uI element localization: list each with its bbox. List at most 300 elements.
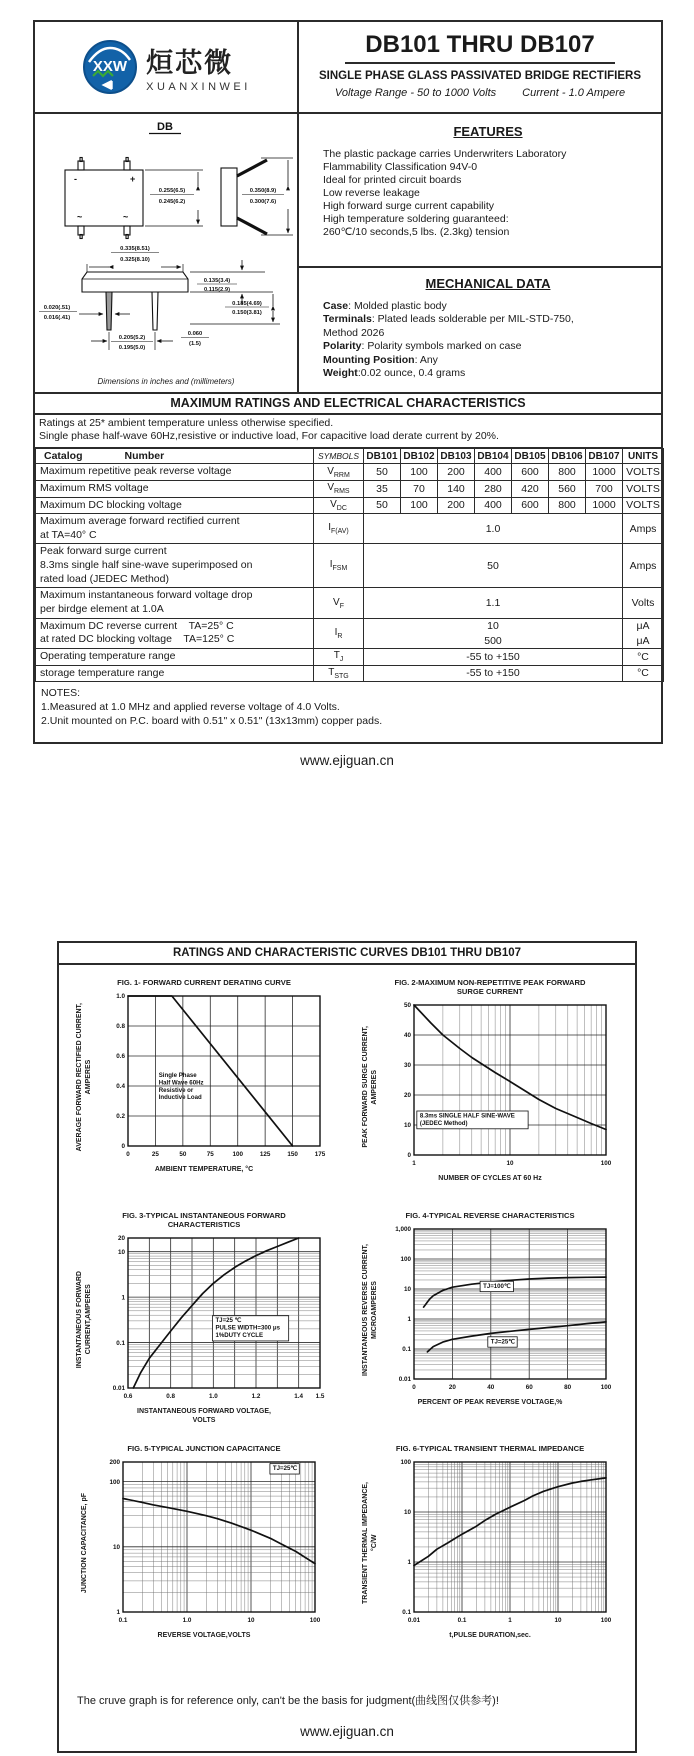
value-cell: 35 <box>364 480 401 497</box>
value-cell: -55 to +150 <box>364 648 623 665</box>
svg-text:20: 20 <box>117 1235 125 1243</box>
svg-text:0.01: 0.01 <box>398 1376 411 1384</box>
symbol-cell: $V_{RMS}$ <box>314 480 364 497</box>
svg-text:0.8: 0.8 <box>115 1023 125 1031</box>
fig2-chart <box>347 969 633 1202</box>
dim-side-height-min: 0.300(7.6) <box>249 199 277 205</box>
svg-text:1: 1 <box>507 1617 512 1625</box>
row-label <box>36 665 314 682</box>
brand-cn: 烜芯微 <box>146 48 234 78</box>
row-label-line: at rated DC blocking voltage TA=125° C <box>40 633 235 646</box>
fig1-ylabel-line: AVERAGE FORWARD RECTIFIED CURRENT, <box>76 1003 84 1152</box>
row-label-line: per birdge element at 1.0A <box>40 603 164 616</box>
mechanical-title: MECHANICAL DATA <box>425 276 551 291</box>
svg-text:10: 10 <box>113 1544 121 1552</box>
doc-title: DB101 THRU DB107 <box>345 31 614 64</box>
dim-lead-length-max: 0.185(4.69) <box>232 301 262 307</box>
symbol-cell: $T_J$ <box>314 648 364 665</box>
value-cell: 1000 <box>586 464 623 481</box>
doc-range <box>299 87 661 99</box>
fig5-body <box>81 1455 328 1631</box>
row-label <box>36 497 314 514</box>
fig3-title-line: FIG. 3-TYPICAL INSTANTANEOUS FORWARD <box>122 1211 286 1221</box>
fig6-canvas <box>380 1455 618 1631</box>
dim-body-height-max: 0.255(6.5) <box>158 188 186 194</box>
ratings-note-1: Ratings at 25* ambient temperature unless otherwise specified. <box>39 417 334 429</box>
symbol-cell: $I_{FSM}$ <box>314 544 364 588</box>
fig4-xlabel-line: PERCENT OF PEAK REVERSE VOLTAGE,% <box>417 1399 563 1407</box>
value-cell: 50 <box>364 544 623 588</box>
mech-item: Polarity: Polarity symbols marked on case <box>323 340 522 353</box>
fig5-xlabel <box>158 1632 251 1640</box>
svg-text:0.6: 0.6 <box>123 1393 133 1401</box>
svg-text:0: 0 <box>407 1152 411 1160</box>
svg-text:8.3ms SINGLE HALF SINE-WAVE: 8.3ms SINGLE HALF SINE-WAVE <box>419 1112 515 1120</box>
fig1-ylabel-line: AMPERES <box>85 1059 92 1095</box>
table-row <box>36 497 664 514</box>
svg-text:1.0: 1.0 <box>182 1617 192 1625</box>
svg-text:10: 10 <box>117 1249 125 1257</box>
symbol-cell: $T_{STG}$ <box>314 665 364 682</box>
dim-offset-in: 0.060 <box>187 331 203 337</box>
svg-text:0.1: 0.1 <box>118 1617 128 1625</box>
fig5-chart <box>61 1435 347 1668</box>
svg-text:1.2: 1.2 <box>251 1393 261 1401</box>
fig1-xlabel <box>155 1166 253 1174</box>
page2-disclaimer: The cruve graph is for reference only, can't be the basis for judgment(曲线图仅供参考)! <box>77 1695 499 1708</box>
fig2-body <box>362 998 618 1174</box>
fig3-ylabel-line: INSTANTANEOUS FORWARD <box>76 1270 84 1368</box>
fig6-title <box>396 1444 584 1453</box>
dim-pitch-max: 0.205(5.2) <box>118 335 146 341</box>
value-cell: 700 <box>586 480 623 497</box>
catalog-label: Catalog <box>44 450 83 463</box>
dim-lead-width-min: 0.016(.41) <box>43 315 71 321</box>
number-label: Number <box>124 450 165 463</box>
svg-text:1%DUTY CYCLE: 1%DUTY CYCLE <box>215 1332 263 1340</box>
svg-text:~: ~ <box>123 212 129 222</box>
ratings-table <box>35 448 664 682</box>
dim-seat-height-min: 0.115(2.9) <box>203 287 231 293</box>
page2-footer-url: www.ejiguan.cn <box>300 1724 394 1740</box>
part-header: DB106 <box>549 449 586 464</box>
svg-text:(JEDEC Method): (JEDEC Method) <box>419 1120 468 1128</box>
svg-text:0.2: 0.2 <box>115 1113 125 1121</box>
mech-item: Case: Molded plastic body <box>323 300 447 312</box>
symbol-cell: $V_{RRM}$ <box>314 464 364 481</box>
header <box>35 22 661 114</box>
value-cell: 420 <box>512 480 549 497</box>
row-label-line: storage temperature range <box>40 666 165 679</box>
svg-text:0.1: 0.1 <box>401 1346 411 1354</box>
dim-body-height-min: 0.245(6.2) <box>158 199 186 205</box>
unit-cell: μA <box>623 633 664 648</box>
value-cell: 1.1 <box>364 588 623 618</box>
features-list <box>323 148 653 239</box>
fig5-xlabel-line: REVERSE VOLTAGE,VOLTS <box>157 1632 251 1640</box>
svg-text:Single Phase: Single Phase <box>158 1072 197 1080</box>
value-cell: 70 <box>401 480 438 497</box>
svg-text:100: 100 <box>400 1256 411 1264</box>
dimensions-caption: Dimensions in inches and (millimeters) <box>97 377 235 386</box>
fig2-title-line: FIG. 2-MAXIMUM NON-REPETITIVE PEAK FORWARD <box>394 978 586 988</box>
row-label <box>36 618 314 648</box>
fig3-canvas <box>94 1231 332 1407</box>
svg-text:10: 10 <box>554 1617 562 1625</box>
svg-text:40: 40 <box>403 1032 411 1040</box>
svg-text:0.01: 0.01 <box>407 1617 420 1625</box>
symbol-cell: $V_{DC}$ <box>314 497 364 514</box>
fig1-title-line: FIG. 1- FORWARD CURRENT DERATING CURVE <box>117 978 291 988</box>
unit-cell: VOLTS <box>623 497 664 514</box>
svg-text:100: 100 <box>109 1479 121 1487</box>
mechanical-list <box>323 300 653 381</box>
svg-text:100: 100 <box>600 1617 612 1625</box>
value-cell: 400 <box>475 464 512 481</box>
feature-item: High forward surge current capability <box>323 200 494 213</box>
unit-cell: Amps <box>623 544 664 588</box>
part-header: DB104 <box>475 449 512 464</box>
fig6-ylabel <box>362 1482 380 1604</box>
dim-body-width-max: 0.335(8.51) <box>120 246 150 252</box>
svg-text:TJ=25℃: TJ=25℃ <box>273 1465 298 1473</box>
dim-lead-length-min2: 0.150(3.81) <box>232 310 262 316</box>
notes-title: NOTES: <box>41 687 81 700</box>
feature-item: 260℃/10 seconds,5 lbs. (2.3kg) tension <box>323 226 510 239</box>
row-label-line: Maximum DC reverse current TA=25° C <box>40 619 234 632</box>
value-cell: 600 <box>512 464 549 481</box>
svg-text:75: 75 <box>206 1151 214 1159</box>
fig4-ylabel <box>362 1244 380 1376</box>
unit-cell: Amps <box>623 514 664 544</box>
svg-text:TJ=100℃: TJ=100℃ <box>482 1283 511 1291</box>
part-header: DB107 <box>586 449 623 464</box>
symbol-cell: $V_F$ <box>314 588 364 618</box>
svg-text:Half Wave 60Hz: Half Wave 60Hz <box>158 1079 204 1087</box>
dim-seat-height-max: 0.135(3.4) <box>203 278 231 284</box>
fig3-ylabel-line: CURRENT,AMPERES <box>85 1284 92 1355</box>
unit-cell: μA <box>623 618 664 633</box>
ratings-notes <box>35 415 661 448</box>
symbols-header: SYMBOLS <box>314 449 364 464</box>
svg-text:80: 80 <box>563 1384 571 1392</box>
row-label-line: 8.3ms single half sine-wave superimposed on <box>40 559 253 572</box>
svg-text:0.1: 0.1 <box>457 1617 467 1625</box>
svg-text:0.1: 0.1 <box>115 1340 125 1348</box>
fig3-series-vf-if <box>133 1238 298 1388</box>
symbol-cell: $I_R$ <box>314 618 364 648</box>
svg-text:1.0: 1.0 <box>115 993 125 1001</box>
value-cell: 280 <box>475 480 512 497</box>
svg-text:Resistive or: Resistive or <box>158 1087 194 1095</box>
fig4-title <box>405 1211 574 1220</box>
fig1-title <box>117 978 291 987</box>
fig6-ylabel-line: °C/W <box>371 1535 378 1552</box>
svg-text:+: + <box>130 174 136 184</box>
symbol-cell: $I_{F(AV)}$ <box>314 514 364 544</box>
row-label <box>36 588 314 618</box>
fig4-title-line: FIG. 4-TYPICAL REVERSE CHARACTERISTICS <box>405 1211 575 1221</box>
fig5-ylabel <box>81 1493 90 1593</box>
svg-text:20: 20 <box>403 1092 411 1100</box>
svg-text:175: 175 <box>314 1151 326 1159</box>
mechanical-section <box>299 268 661 392</box>
package-diagram <box>35 114 299 392</box>
svg-text:150: 150 <box>287 1151 298 1159</box>
feature-item: The plastic package carries Underwriters Laboratory <box>323 148 567 160</box>
svg-text:0: 0 <box>121 1143 125 1151</box>
notes-line-2: 2.Unit mounted on P.C. board with 0.51" x 0.51" (13x13mm) copper pads. <box>41 714 383 727</box>
side-view <box>221 160 267 234</box>
table-row <box>36 544 664 588</box>
charts-grid <box>59 965 635 1668</box>
svg-text:1: 1 <box>121 1294 125 1302</box>
datasheet <box>0 20 694 1756</box>
svg-text:1: 1 <box>407 1559 411 1567</box>
units-header: UNITS <box>623 449 664 464</box>
fig3-title-line: CHARACTERISTICS <box>167 1220 241 1230</box>
value-cell: 140 <box>438 480 475 497</box>
svg-text:0.8: 0.8 <box>166 1393 175 1401</box>
logo-text <box>146 41 251 93</box>
svg-text:0.1: 0.1 <box>401 1609 411 1617</box>
table-row <box>36 648 664 665</box>
value-cell: 200 <box>438 464 475 481</box>
row-label-line: rated load (JEDEC Method) <box>40 572 169 585</box>
value-cell: 500 <box>364 633 623 648</box>
table-row <box>36 665 664 682</box>
table-header-row <box>36 449 664 464</box>
notes-block <box>35 682 661 742</box>
row-label-line: Maximum average forward rectified current <box>40 515 240 528</box>
value-cell: 800 <box>549 464 586 481</box>
datasheet-page-2 <box>57 941 637 1753</box>
svg-text:100: 100 <box>600 1160 612 1168</box>
fig5-title <box>127 1444 280 1453</box>
fig5-ylabel-line: JUNCTION CAPACITANCE, pF <box>80 1493 88 1594</box>
part-header: DB101 <box>364 449 401 464</box>
mech-item: Weight:0.02 ounce, 0.4 grams <box>323 367 466 380</box>
table-row <box>36 588 664 618</box>
row-label-line: Maximum DC blocking voltage <box>40 498 182 511</box>
part-header: DB105 <box>512 449 549 464</box>
fig3-chart <box>61 1202 347 1435</box>
package-drawing-icon <box>35 114 295 366</box>
table-row <box>36 514 664 544</box>
value-cell: 560 <box>549 480 586 497</box>
dim-offset-mm: (1.5) <box>189 341 201 347</box>
page2-title: RATINGS AND CHARACTERISTIC CURVES DB101 THRU DB107 <box>59 943 635 965</box>
fig2-ylabel-line: AMPERES <box>371 1069 378 1104</box>
fig3-xlabel-line: VOLTS <box>192 1416 216 1424</box>
fig5-title-line: FIG. 5-TYPICAL JUNCTION CAPACITANCE <box>127 1444 281 1454</box>
svg-text:1.0: 1.0 <box>208 1393 218 1401</box>
brand-en: XUANXINWEI <box>146 81 251 93</box>
fig4-ylabel-line: INSTANTANEOUS REVERSE CURRENT, <box>362 1244 370 1377</box>
datasheet-page-1 <box>33 20 663 744</box>
value-cell: 400 <box>475 497 512 514</box>
fig1-chart <box>61 969 347 1202</box>
feature-item: High temperature soldering guaranteed: <box>323 213 509 226</box>
row-label <box>36 544 314 588</box>
catalog-number-header <box>36 449 314 464</box>
features-title: FEATURES <box>453 124 523 139</box>
dim-body-width-min: 0.325(8.10) <box>120 257 150 263</box>
fig6-body <box>362 1455 618 1631</box>
fig1-ylabel <box>76 1003 94 1151</box>
value-cell: 1000 <box>586 497 623 514</box>
svg-text:TJ=25℃: TJ=25℃ <box>490 1338 515 1346</box>
svg-text:100: 100 <box>310 1617 321 1625</box>
svg-text:125: 125 <box>259 1151 271 1159</box>
features-section <box>299 114 661 268</box>
svg-text:0.01: 0.01 <box>112 1385 125 1393</box>
svg-text:0: 0 <box>411 1384 416 1392</box>
fig4-xlabel <box>418 1399 563 1407</box>
svg-text:50: 50 <box>403 1002 411 1010</box>
svg-text:1.4: 1.4 <box>294 1393 303 1401</box>
fig2-canvas <box>380 998 618 1174</box>
row-label <box>36 514 314 544</box>
value-cell: 1.0 <box>364 514 623 544</box>
mech-item: Terminals: Plated leads solderable per MIL-STD-750, <box>323 313 574 326</box>
part-header: DB103 <box>438 449 475 464</box>
svg-text:10: 10 <box>403 1509 411 1517</box>
unit-cell: VOLTS <box>623 464 664 481</box>
svg-text:10: 10 <box>506 1160 514 1168</box>
row-label-line: at TA=40° C <box>40 528 97 541</box>
fig6-chart <box>347 1435 633 1668</box>
svg-text:200: 200 <box>109 1459 121 1467</box>
svg-text:0.6: 0.6 <box>115 1053 125 1061</box>
svg-text:20: 20 <box>448 1384 456 1392</box>
part-header: DB102 <box>401 449 438 464</box>
dim-lead-width-max: 0.020(.51) <box>43 305 71 311</box>
svg-text:0.4: 0.4 <box>115 1083 125 1091</box>
fig6-xlabel <box>449 1632 531 1640</box>
value-cell: 100 <box>401 497 438 514</box>
svg-text:PULSE WIDTH=300 μs: PULSE WIDTH=300 μs <box>215 1325 280 1332</box>
svg-text:25: 25 <box>151 1151 159 1159</box>
svg-text:1: 1 <box>407 1316 411 1324</box>
fig1-body <box>76 989 332 1165</box>
svg-text:50: 50 <box>179 1151 187 1159</box>
svg-text:1: 1 <box>116 1609 121 1617</box>
fig2-ylabel <box>362 1026 380 1148</box>
value-cell: 100 <box>401 464 438 481</box>
ratings-note-2: Single phase half-wave 60Hz,resistive or inductive load, For capacitive load derate current by 20%. <box>39 430 499 443</box>
row-label <box>36 464 314 481</box>
row-label-line: Operating temperature range <box>40 649 176 662</box>
table-row <box>36 618 664 633</box>
fig1-canvas <box>94 989 332 1165</box>
fig3-xlabel <box>137 1408 271 1425</box>
svg-text:100: 100 <box>600 1384 612 1392</box>
fig6-ylabel-line: TRANSIENT THERMAL IMPEDANCE, <box>362 1482 370 1605</box>
fig2-xlabel-line: NUMBER OF CYCLES AT 60 Hz <box>438 1175 542 1183</box>
svg-text:DB: DB <box>157 121 173 133</box>
value-cell: 50 <box>364 464 401 481</box>
svg-text:10: 10 <box>403 1122 411 1130</box>
mech-item: Mounting Position: Any <box>323 353 438 366</box>
table-row <box>36 480 664 497</box>
fig5-series-cj <box>123 1499 315 1564</box>
svg-text:10: 10 <box>247 1617 255 1625</box>
row-label-line: Peak forward surge current <box>40 545 167 558</box>
svg-text:40: 40 <box>487 1384 495 1392</box>
row-label <box>36 480 314 497</box>
fig4-canvas <box>380 1222 618 1398</box>
fig2-title <box>395 978 586 996</box>
svg-text:100: 100 <box>232 1151 243 1159</box>
fig2-title-line: SURGE CURRENT <box>456 987 524 997</box>
fig2-ylabel-line: PEAK FORWARD SURGE CURRENT, <box>362 1025 370 1148</box>
table-row <box>36 464 664 481</box>
unit-cell: VOLTS <box>623 480 664 497</box>
right-column <box>299 114 661 392</box>
row-label-line: Maximum instantaneous forward voltage drop <box>40 589 253 602</box>
front-view <box>65 158 143 239</box>
unit-cell: °C <box>623 648 664 665</box>
svg-text:~: ~ <box>77 212 83 222</box>
fig2-xlabel <box>438 1175 541 1183</box>
logo-mark-icon <box>81 38 139 96</box>
svg-text:100: 100 <box>400 1459 411 1467</box>
page1-footer-url: www.ejiguan.cn <box>300 753 394 769</box>
fig4-body <box>362 1222 618 1398</box>
svg-text:10: 10 <box>403 1286 411 1294</box>
svg-text:1: 1 <box>411 1160 416 1168</box>
fig4-ylabel-line: MICROAMPERES <box>371 1281 378 1340</box>
feature-item: Low reverse leakage <box>323 187 420 200</box>
unit-cell: Volts <box>623 588 664 618</box>
fig3-ylabel <box>76 1271 94 1368</box>
mech-item: Method 2026 <box>323 326 385 339</box>
fig6-title-line: FIG. 6-TYPICAL TRANSIENT THERMAL IMPEDANCE <box>395 1444 585 1454</box>
svg-text:0: 0 <box>125 1151 130 1159</box>
fig3-title <box>122 1211 286 1229</box>
value-cell: 10 <box>364 618 623 633</box>
title-block <box>299 22 661 112</box>
fig5-canvas <box>89 1455 327 1631</box>
svg-text:Inductive Load: Inductive Load <box>158 1094 202 1102</box>
row-label <box>36 648 314 665</box>
value-cell: 800 <box>549 497 586 514</box>
svg-text:1.5: 1.5 <box>315 1393 325 1401</box>
notes-line-1: 1.Measured at 1.0 MHz and applied reverse voltage of 4.0 Volts. <box>41 700 340 713</box>
current-rating: Current - 1.0 Ampere <box>522 87 626 99</box>
doc-subtitle: SINGLE PHASE GLASS PASSIVATED BRIDGE RECTIFIERS <box>318 70 642 82</box>
logo <box>35 22 299 112</box>
svg-text:1,000: 1,000 <box>394 1226 411 1234</box>
value-cell: -55 to +150 <box>364 665 623 682</box>
middle-section <box>35 114 661 394</box>
fig1-xlabel-line: AMBIENT TEMPERATURE, °C <box>154 1166 254 1174</box>
unit-cell: °C <box>623 665 664 682</box>
svg-text:TJ=25 ℃: TJ=25 ℃ <box>215 1317 242 1325</box>
fig6-xlabel-line: t,PULSE DURATION,sec. <box>449 1632 531 1640</box>
svg-text:60: 60 <box>525 1384 533 1392</box>
row-label-line: Maximum repetitive peak reverse voltage <box>40 465 232 478</box>
feature-item: Flammability Classification 94V-0 <box>323 161 478 174</box>
catalog-number-labels <box>38 450 311 462</box>
svg-text:30: 30 <box>403 1062 411 1070</box>
value-cell: 200 <box>438 497 475 514</box>
svg-text:XXW: XXW <box>93 58 128 75</box>
fig3-xlabel-line: INSTANTANEOUS FORWARD VOLTAGE, <box>137 1408 271 1416</box>
svg-text:-: - <box>74 174 77 184</box>
voltage-range: Voltage Range - 50 to 1000 Volts <box>334 87 497 99</box>
